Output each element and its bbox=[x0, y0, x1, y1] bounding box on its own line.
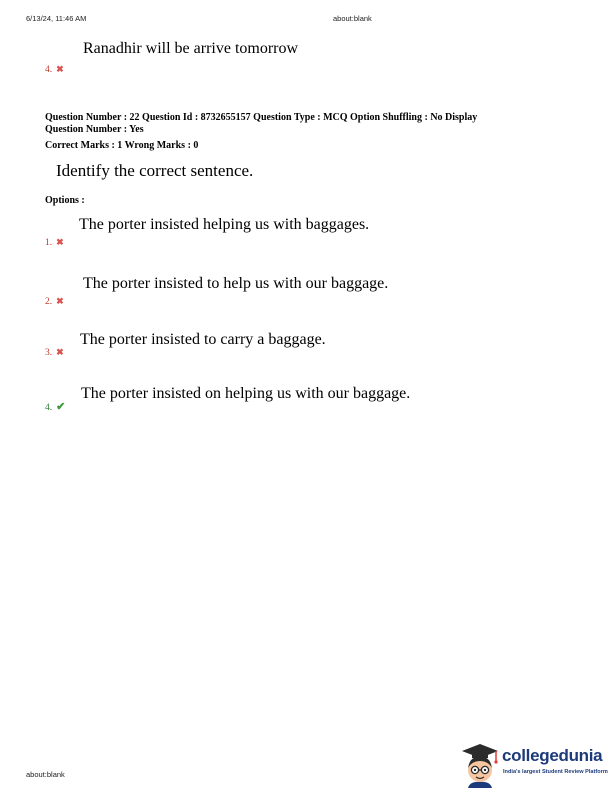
option-1-number bbox=[45, 237, 64, 248]
collegedunia-logo bbox=[458, 742, 612, 788]
cross-icon: ✖ bbox=[56, 64, 64, 74]
option-3-label: 3. bbox=[45, 348, 53, 358]
option-4-label: 4. bbox=[45, 403, 53, 413]
option-1-label: 1. bbox=[45, 238, 53, 248]
mascot-icon bbox=[458, 742, 502, 788]
prev-option-text: Ranadhir will be arrive tomorrow bbox=[83, 40, 299, 57]
option-1-text: The porter insisted helping us with baggages. bbox=[79, 216, 370, 233]
option-4-text: The porter insisted on helping us with our baggage. bbox=[81, 385, 411, 402]
option-4-number bbox=[45, 400, 65, 413]
option-3-number bbox=[45, 347, 64, 358]
prev-option-number bbox=[45, 64, 64, 75]
cross-icon: ✖ bbox=[56, 296, 64, 306]
question-text: Identify the correct sentence. bbox=[56, 161, 254, 180]
cross-icon: ✖ bbox=[56, 237, 64, 247]
question-meta-line3: Correct Marks : 1 Wrong Marks : 0 bbox=[45, 140, 199, 151]
question-meta-line1: Question Number : 22 Question Id : 8732655157 Question Type : MCQ Option Shuffling : No Display bbox=[45, 112, 478, 123]
logo-tagline: India's largest Student Review Platform bbox=[503, 769, 608, 775]
footer-url: about:blank bbox=[26, 770, 65, 779]
option-2-number bbox=[45, 296, 64, 307]
question-meta-line2: Question Number : Yes bbox=[45, 124, 144, 135]
options-label: Options : bbox=[45, 195, 85, 206]
option-3-text: The porter insisted to carry a baggage. bbox=[80, 331, 326, 348]
logo-wordmark: collegedunia bbox=[502, 746, 603, 765]
cross-icon: ✖ bbox=[56, 347, 64, 357]
check-icon: ✔ bbox=[56, 401, 66, 413]
option-2-label: 2. bbox=[45, 297, 53, 307]
print-url: about:blank bbox=[333, 14, 372, 23]
print-datetime: 6/13/24, 11:46 AM bbox=[26, 14, 87, 23]
option-2-text: The porter insisted to help us with our baggage. bbox=[83, 275, 389, 292]
prev-option-label: 4. bbox=[45, 65, 53, 75]
